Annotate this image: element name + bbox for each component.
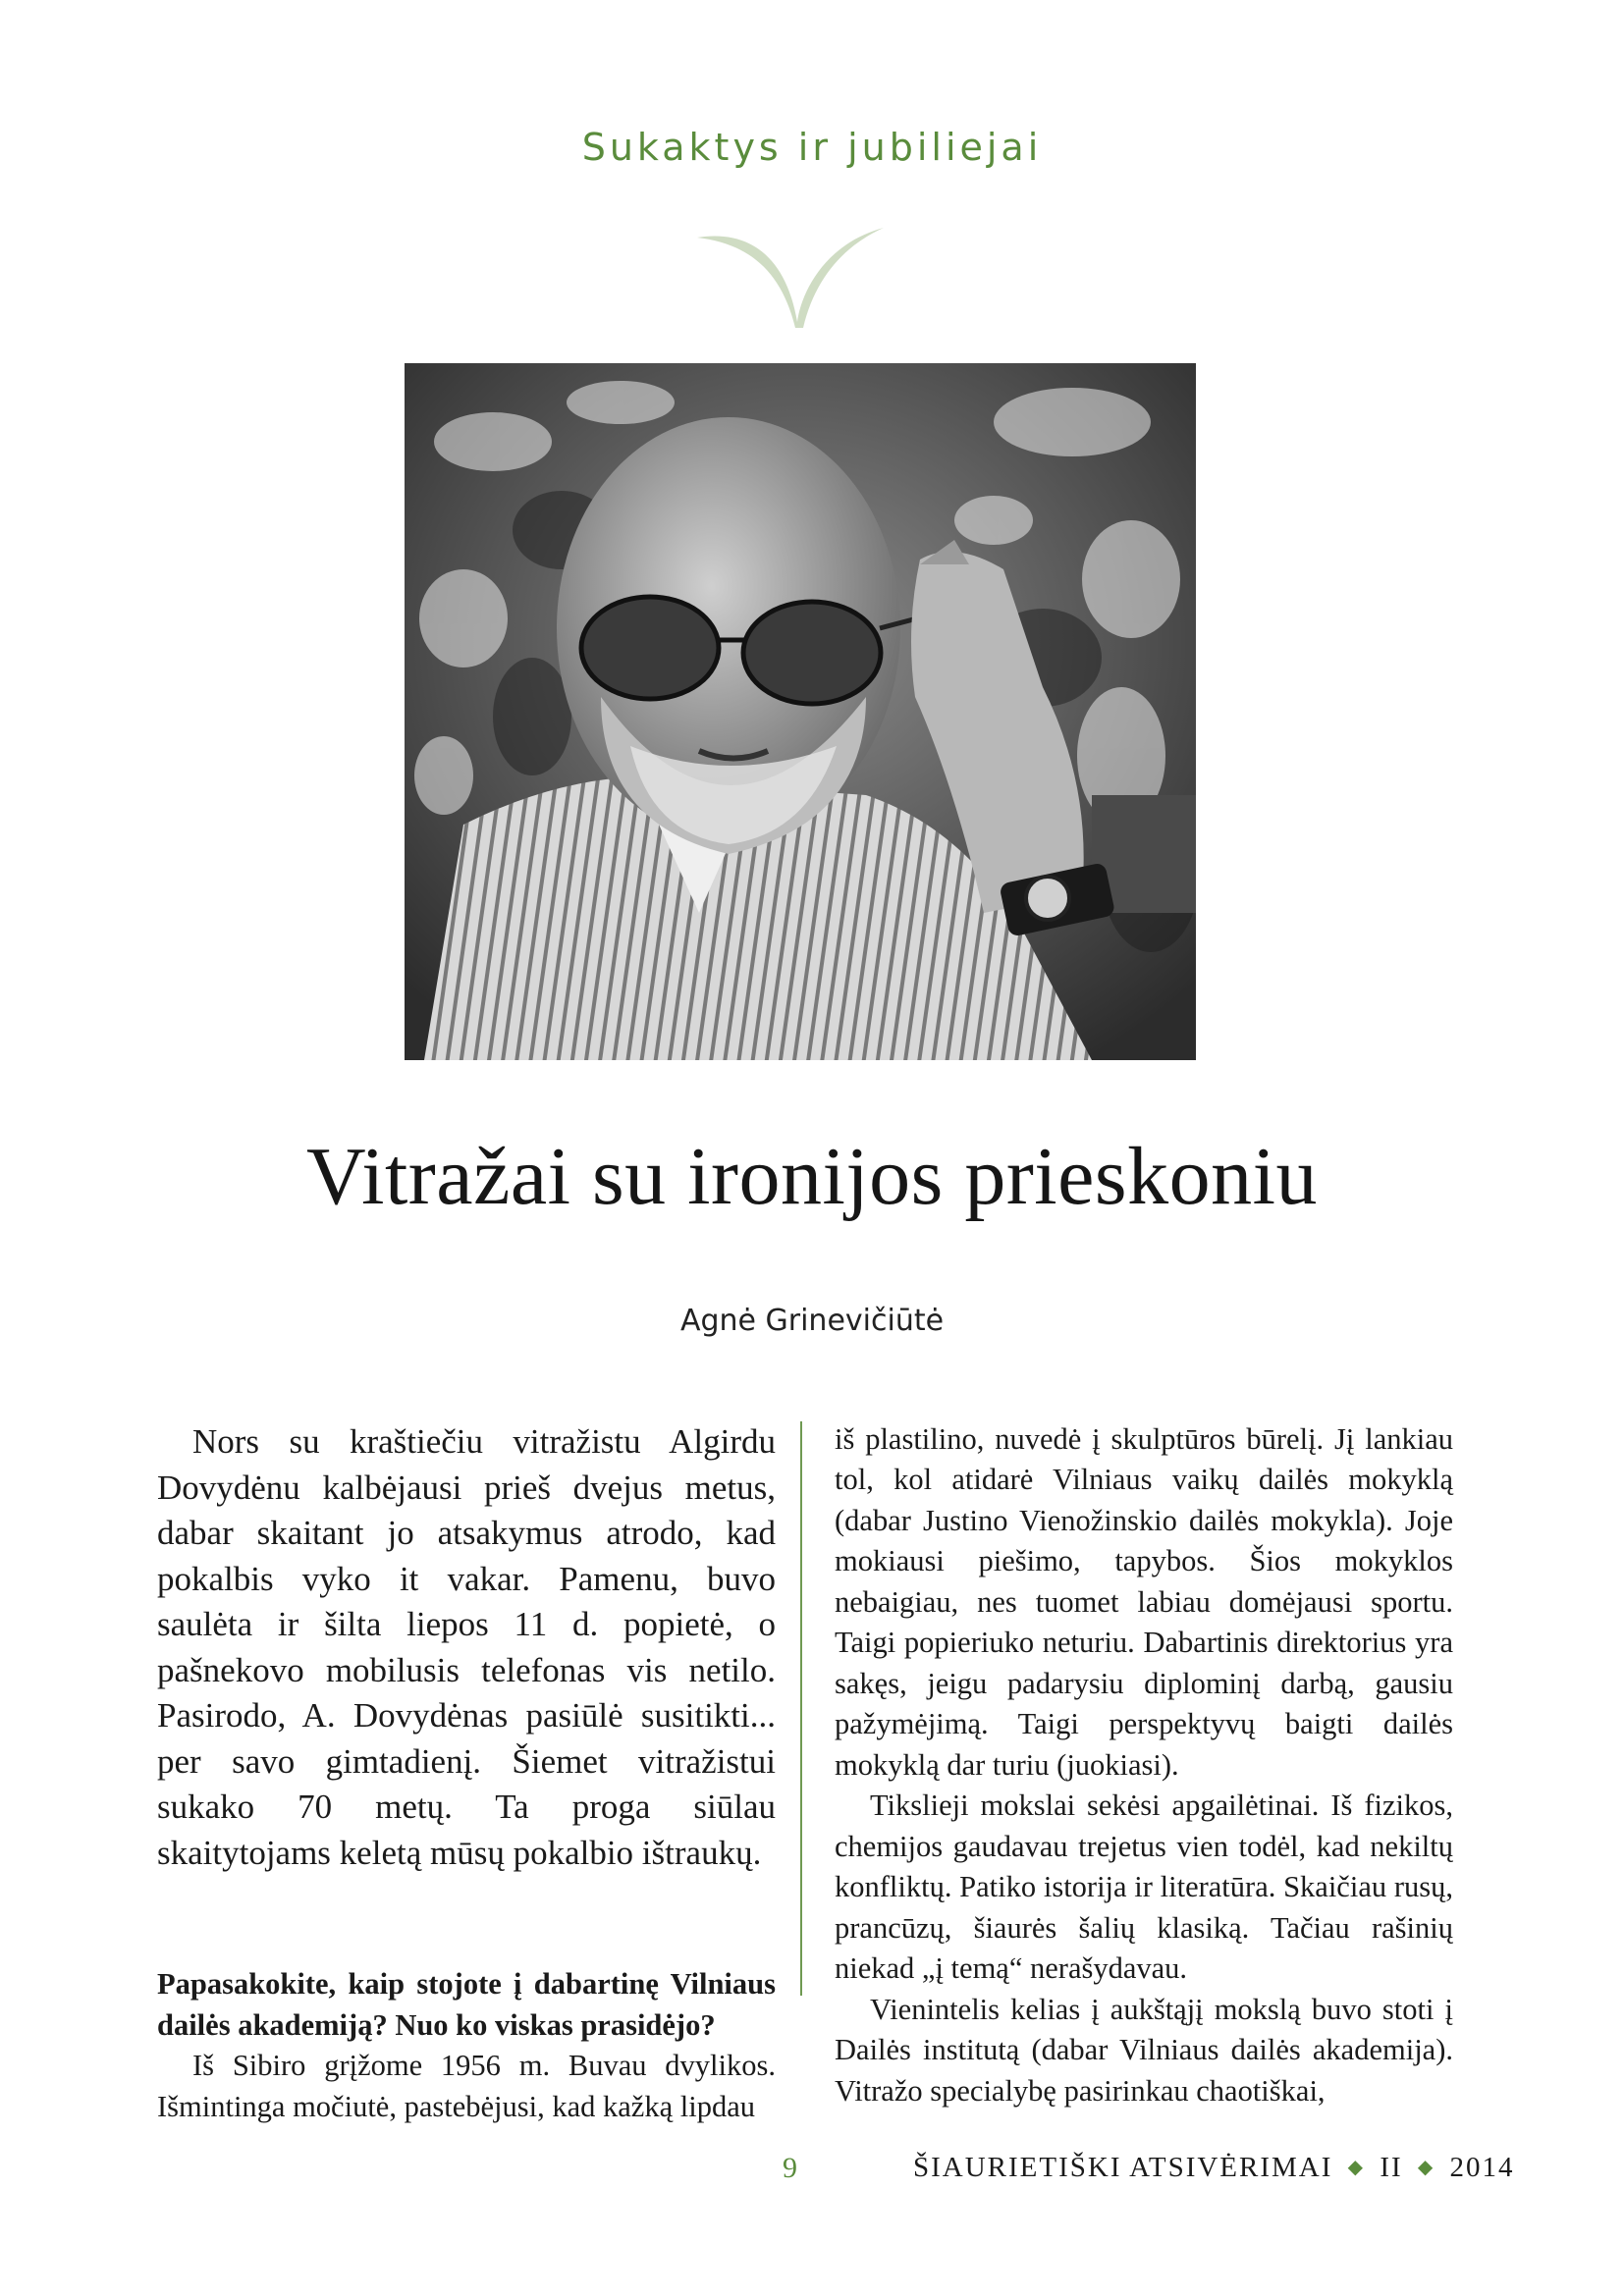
column-divider (800, 1421, 802, 1996)
answer-paragraph-2: Tikslieji mokslai sekėsi apgailėtinai. Iš fizikos, chemijos gaudavau trejetus vien todėl, kad nekiltų konfliktų. Patiko istorija ir literatūra. Skaičiau rusų, prancūzų, šiaurės šalių klasiką. Tačiau rašinių niekad „į temą“ nerašydavau. (835, 1789, 1453, 1986)
answer-paragraph-3: Vienintelis kelias į aukštąjį mokslą buvo stoti į Dailės institutą (dabar Vilniaus dailės akademija). Vitražo specialybę pasirinkau chaotiškai, (835, 1992, 1453, 2108)
journal-footer (913, 2152, 1515, 2184)
page-number: 9 (783, 2152, 797, 2184)
article-author: Agnė Grinevičiūtė (679, 1304, 945, 1338)
article-title: Vitražai su ironijos prieskoniu (306, 1131, 1318, 1222)
author-portrait-photo (405, 363, 1196, 1060)
answer-paragraph: Iš Sibiro grįžome 1956 m. Buvau dvylikos. Išmintinga močiutė, pastebėjusi, kad kažką lipdau (157, 2049, 776, 2123)
answer-paragraph-continued: iš plastilino, nuvedė į skulptūros būrelį. Jį lankiau tol, kol atidarė Vilniaus vaikų dailės mokyklą (dabar Justino Vienožinskio dailės mokykla). Joje mokiausi piešimo, tapybos. Šios mokyklos nebaigiau, nes tuomet labiau domėjausi sportu. Taigi popieriuko neturiu. Dabartinis direktorius yra sakęs, jeigu padarysiu diplominį darbą, gausiu pažymėjimą. Taigi perspektyvų baigti dailės mokyklą dar turiu (juokiasi). (835, 1422, 1453, 1782)
diamond-separator-icon: ◆ (1417, 2157, 1435, 2178)
intro-paragraph: Nors su kraštiečiu vitražistu Algirdu Dovydėnu kalbėjausi prieš dvejus metus, dabar skaitant jo atsakymus atrodo, kad pokalbis vyko it vakar. Pamenu, buvo saulėta ir šilta liepos 11 d. popietė, o pašnekovo mobilusis telefonas vis netilo. Pasirodo, A. Dovydėnas pasiūlė susitikti... per savo gimtadienį. Šiemet vitražistui sukako 70 metų. Ta proga siūlau skaitytojams keletą mūsų pokalbio ištraukų. (157, 1422, 776, 1872)
journal-name: ŠIAURIETIŠKI ATSIVĖRIMAI (913, 2152, 1333, 2183)
section-label: Sukaktys ir jubiliejai (581, 126, 1043, 169)
interview-question: Papasakokite, kaip stojote į dabartinę Vilniaus dailės akademiją? Nuo ko viskas prasidėjo? (157, 1967, 776, 2042)
journal-year: 2014 (1449, 2152, 1515, 2183)
journal-issue: II (1380, 2152, 1403, 2183)
diamond-separator-icon: ◆ (1347, 2157, 1366, 2178)
left-column (157, 1419, 776, 2127)
right-column (835, 1419, 1453, 2111)
leaf-chevron-icon (687, 224, 923, 332)
